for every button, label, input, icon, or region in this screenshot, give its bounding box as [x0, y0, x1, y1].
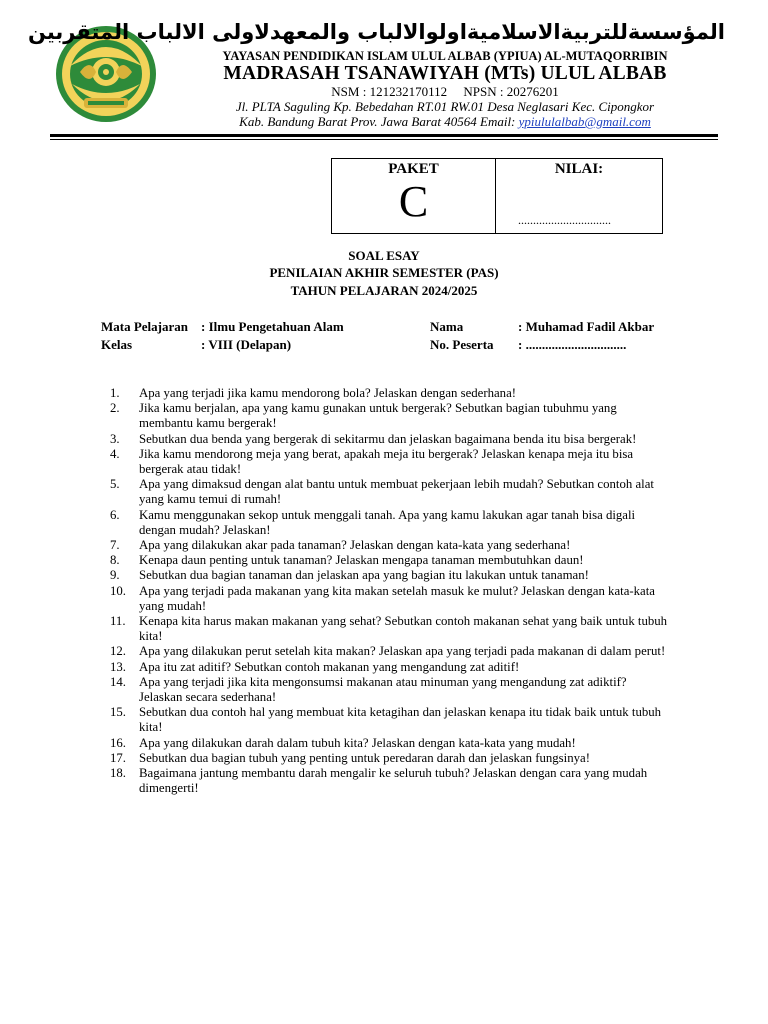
question-item [110, 644, 670, 659]
question-text: Sebutkan dua bagian tanaman dan jelaskan apa yang bagian itu lakukan untuk tanaman! [139, 568, 589, 583]
header-divider-thin [50, 139, 718, 140]
question-item [110, 553, 670, 568]
question-text: Jika kamu mendorong meja yang berat, apakah meja itu bergerak? Jelaskan kenapa meja itu bisa bergerak atau tidak! [139, 446, 634, 477]
address-line-2-text: Kab. Bandung Barat Prov. Jawa Barat 40564 Email: [239, 114, 519, 129]
question-item [110, 751, 670, 766]
question-number: 17. [110, 750, 126, 765]
question-item [110, 766, 670, 796]
question-number: 6. [110, 507, 120, 522]
question-item [110, 614, 670, 644]
address-line-1: Jl. PLTA Saguling Kp. Bebedahan RT.01 RW.01 Desa Neglasari Kec. Cipongkor [235, 99, 655, 114]
question-text: Apa yang terjadi jika kita mengonsumsi makanan atau minuman yang mengandung zat adiktif? Jelaskan secara sederhana! [139, 674, 627, 705]
question-number: 3. [110, 431, 120, 446]
paket-value: C [398, 177, 429, 226]
paket-cell [332, 159, 496, 233]
question-text: Bagaimana jantung membantu darah mengalir ke seluruh tubuh? Jelaskan dengan cara yang mudah dimengerti! [139, 766, 648, 796]
question-item [110, 736, 670, 751]
nsm-npsn: NSM : 121232170112 NPSN : 20276201 [331, 84, 559, 99]
question-number: 8. [110, 553, 120, 568]
question-text: Apa yang dilakukan darah dalam tubuh kita? Jelaskan dengan kata-kata yang mudah! [139, 735, 576, 750]
question-item [110, 432, 670, 447]
subject-value: : Ilmu Pengetahuan Alam [201, 319, 344, 334]
paket-label: PAKET [388, 161, 439, 177]
question-text: Kenapa daun penting untuk tanaman? Jelaskan mengapa tanaman membutuhkan daun! [139, 553, 584, 568]
class-label: Kelas [101, 337, 133, 352]
question-number: 13. [110, 659, 126, 674]
question-number: 11. [110, 614, 126, 629]
participant-label: No. Peserta [430, 337, 494, 352]
subject-label: Mata Pelajaran [101, 319, 189, 334]
question-text: Kamu menggunakan sekop untuk menggali tanah. Apa yang kamu lakukan agar tanah bisa digali dengan mudah? Jelaskan! [139, 507, 636, 537]
question-item [110, 477, 670, 507]
question-item [110, 401, 670, 431]
question-item [110, 447, 670, 477]
question-text: Apa yang terjadi pada makanan yang kita makan setelah masuk ke mulut? Jelaskan dengan kata-kata yang mudah! [139, 583, 655, 613]
question-number: 7. [110, 538, 120, 553]
question-list [110, 386, 670, 796]
question-item [110, 508, 670, 538]
exam-type-title: SOAL ESAY [348, 248, 420, 263]
question-number: 1. [110, 386, 120, 400]
question-number: 18. [110, 766, 126, 781]
question-text: Apa yang dilakukan akar pada tanaman? Jelaskan dengan kata-kata yang sederhana! [139, 538, 571, 553]
question-number: 2. [110, 401, 120, 416]
question-number: 15. [110, 705, 126, 720]
question-number: 4. [110, 446, 120, 461]
question-item [110, 675, 670, 705]
address-line-2 [165, 114, 725, 130]
question-text: Apa itu zat aditif? Sebutkan contoh makanan yang mengandung zat aditif! [139, 659, 520, 674]
participant-value[interactable]: : ............................... [518, 337, 627, 352]
name-value: : Muhamad Fadil Akbar [518, 319, 655, 334]
question-item [110, 705, 670, 735]
question-item [110, 386, 670, 401]
question-item [110, 660, 670, 675]
paket-nilai-box [331, 158, 663, 234]
foundation-name: YAYASAN PENDIDIKAN ISLAM ULUL ALBAB (YPIUA) AL-MUTAQORRIBIN [222, 49, 668, 63]
question-item [110, 538, 670, 553]
question-text: Apa yang dimaksud dengan alat bantu untuk membuat pekerjaan lebih mudah? Sebutkan contoh alat yang kamu temui di rumah! [139, 477, 654, 507]
nilai-cell [496, 159, 662, 233]
question-item [110, 568, 670, 583]
exam-name-title: PENILAIAN AKHIR SEMESTER (PAS) [269, 265, 499, 280]
nilai-label: NILAI: [554, 161, 604, 177]
header-divider-thick [50, 134, 718, 137]
question-text: Sebutkan dua contoh hal yang membuat kita ketagihan dan jelaskan kenapa itu tidak baik untuk tubuh kita! [139, 705, 662, 735]
nilai-field[interactable]: ............................... [518, 213, 611, 227]
question-text: Kenapa kita harus makan makanan yang sehat? Sebutkan contoh makanan sehat yang baik untuk tubuh kita! [139, 614, 668, 644]
question-number: 5. [110, 477, 120, 492]
question-text: Apa yang terjadi jika kamu mendorong bola? Jelaskan dengan sederhana! [139, 386, 517, 400]
name-label: Nama [430, 319, 464, 334]
question-number: 9. [110, 568, 120, 583]
question-text: Apa yang dilakukan perut setelah kita makan? Jelaskan apa yang terjadi pada makanan di dalam perut! [139, 644, 666, 659]
question-item [110, 584, 670, 614]
question-number: 14. [110, 674, 126, 689]
academic-year-title: TAHUN PELAJARAN 2024/2025 [290, 283, 478, 298]
question-number: 10. [110, 583, 126, 598]
email-link[interactable]: ypiululalbab@gmail.com [518, 114, 651, 129]
question-text: Sebutkan dua bagian tubuh yang penting untuk peredaran darah dan jelaskan fungsinya! [139, 750, 590, 765]
question-number: 12. [110, 644, 126, 659]
question-text: Jika kamu berjalan, apa yang kamu gunakan untuk bergerak? Sebutkan bagian tubuhmu yang membantu kamu bergerak! [139, 401, 617, 431]
question-number: 16. [110, 735, 126, 750]
arabic-title: المؤسسةللتربيةالاسلاميةاولوالالباب والمعهدلاولى الالباب المتقربين [27, 20, 725, 44]
school-name: MADRASAH TSANAWIYAH (MTs) ULUL ALBAB [223, 63, 667, 84]
class-value: : VIII (Delapan) [201, 337, 292, 352]
question-text: Sebutkan dua benda yang bergerak di sekitarmu dan jelaskan bagaimana benda itu bisa bergerak! [139, 431, 637, 446]
